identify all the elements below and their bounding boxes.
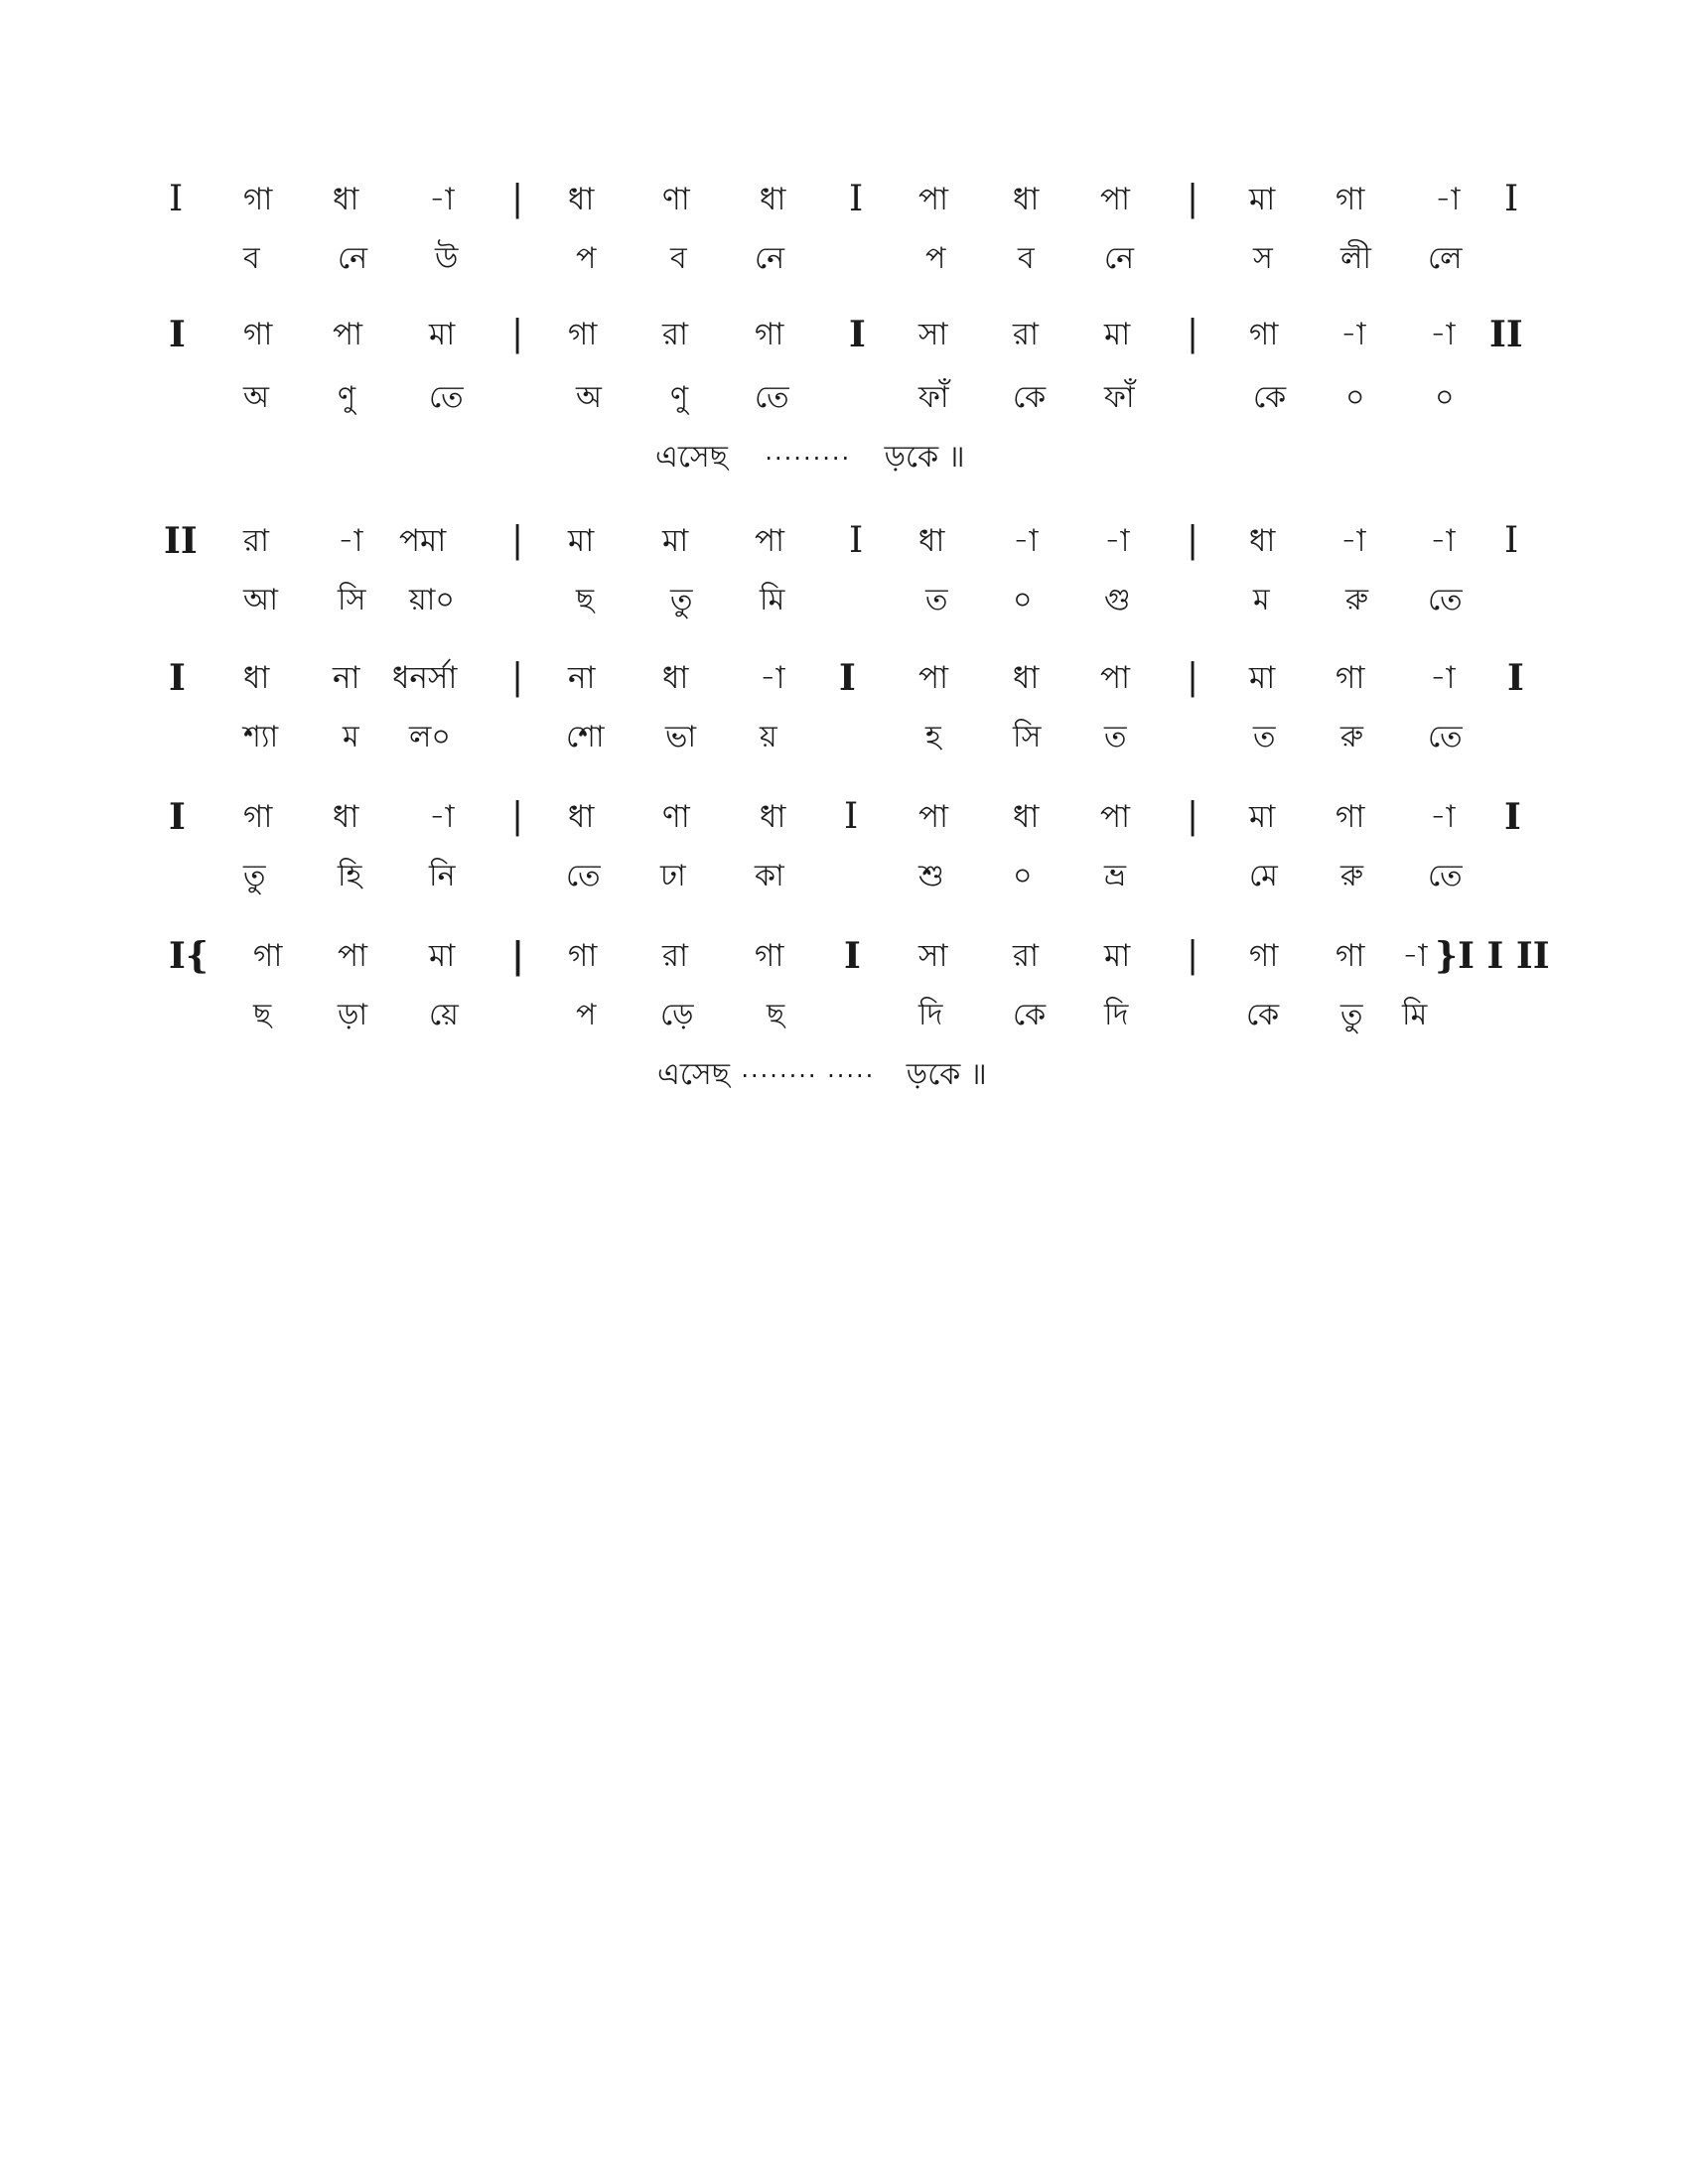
lyric-syllable: তে (755, 380, 789, 415)
note: -া (760, 660, 785, 696)
lyric-syllable: ঢা (660, 859, 686, 893)
lyric-syllable: তে (1428, 859, 1463, 893)
lyric-syllable: কে (1013, 380, 1047, 415)
barline: I (844, 796, 859, 837)
lyric-syllable: মি (1402, 998, 1428, 1032)
note: গা (243, 799, 273, 835)
lyric-row (0, 713, 1688, 762)
note: -া (1430, 317, 1456, 352)
lyric-syllable: ম (1253, 583, 1270, 617)
lyric-syllable: তে (1428, 583, 1463, 617)
lyric-syllable: য়ে (429, 998, 459, 1032)
lyric-syllable: ফাঁ (1104, 380, 1135, 415)
note: -া (1435, 182, 1461, 217)
lyric-syllable: আ (243, 583, 278, 617)
refrain-start: এসেছ (657, 1057, 730, 1092)
note: ধনর্সা (392, 660, 458, 696)
start-barline: I (169, 314, 186, 355)
note: -া (1104, 523, 1130, 559)
lyric-syllable: ল০ (409, 720, 451, 754)
lyric-syllable: ড়া (338, 998, 368, 1032)
lyric-syllable: ম (343, 720, 359, 754)
lyric-syllable: মি (760, 583, 785, 617)
lyric-syllable: কা (755, 859, 784, 893)
note: সা (918, 938, 948, 974)
note: রা (1013, 938, 1040, 974)
lyric-syllable: তে (1428, 720, 1463, 754)
barline: | (511, 179, 524, 219)
barline: I (849, 314, 866, 355)
note: -া (429, 182, 455, 217)
lyric-syllable: য় (760, 720, 777, 754)
lyric-syllable: ছ (253, 998, 272, 1032)
barline: I (844, 935, 861, 977)
start-barline: II (164, 520, 198, 562)
barline: | (1187, 179, 1199, 219)
note: না (568, 660, 596, 696)
start-barline: I (169, 657, 186, 699)
end-barline: II (1489, 314, 1523, 355)
note: ধা (1013, 182, 1040, 217)
barline: I (849, 179, 864, 219)
note: ধা (1249, 523, 1276, 559)
note: মা (1104, 938, 1131, 974)
lyric-syllable: প (925, 241, 946, 276)
lyric-row (0, 991, 1688, 1040)
lyric-syllable: দি (1104, 998, 1129, 1032)
note: -া (1430, 660, 1456, 696)
note: গা (568, 317, 598, 352)
lyric-syllable: গু (1104, 583, 1131, 617)
lyric-syllable: কে (1013, 998, 1047, 1032)
lyric-syllable: অ (243, 380, 269, 415)
note: গা (253, 938, 283, 974)
lyric-syllable: ণু (670, 380, 689, 415)
barline: I (839, 657, 856, 699)
note: সা (918, 317, 948, 352)
start-barline: I (169, 179, 184, 219)
lyric-syllable: য়া০ (409, 583, 455, 617)
note: পা (1100, 799, 1131, 835)
note: পা (918, 182, 949, 217)
lyric-syllable: প (576, 241, 597, 276)
note: রা (243, 523, 270, 559)
lyric-row (0, 576, 1688, 625)
barline: I (849, 520, 864, 561)
refrain-end: ড়কে ॥ (884, 440, 965, 475)
note: মা (429, 938, 456, 974)
note: পা (755, 523, 785, 559)
lyric-syllable: দি (918, 998, 943, 1032)
lyric-syllable: ড়ে (660, 998, 694, 1032)
note: ধা (1013, 799, 1040, 835)
lyric-syllable: শ্যা (243, 720, 279, 754)
note: ধা (243, 660, 270, 696)
lyric-syllable: নি (429, 859, 456, 893)
note-row (0, 516, 1688, 566)
note: মা (1249, 799, 1276, 835)
lyric-syllable: সি (1013, 720, 1042, 754)
refrain-dots: ········ ····· (741, 1062, 876, 1090)
note: -া (1340, 317, 1366, 352)
lyric-syllable: শো (566, 720, 605, 754)
note: রা (1013, 317, 1040, 352)
end-barline: I (1504, 179, 1519, 219)
barline: | (1187, 935, 1199, 976)
barline: | (511, 314, 524, 354)
lyric-syllable: তে (566, 859, 601, 893)
lyric-syllable: উ (435, 241, 459, 276)
note: ধা (1013, 660, 1040, 696)
note: -া (1402, 938, 1428, 974)
lyric-syllable: তে (429, 380, 464, 415)
note: মা (1249, 660, 1276, 696)
lyric-syllable: নে (338, 241, 368, 276)
note: রা (662, 938, 689, 974)
note: -া (429, 799, 455, 835)
note: পা (918, 799, 949, 835)
lyric-syllable: স (1253, 241, 1273, 276)
note: পমা (399, 523, 447, 559)
note: গা (1249, 938, 1279, 974)
lyric-syllable: ছ (767, 998, 785, 1032)
lyric-syllable: হি (338, 859, 362, 893)
refrain-dots: ········· (765, 445, 852, 473)
lyric-syllable: ত (925, 583, 948, 617)
note: ণা (662, 182, 690, 217)
note: ধা (760, 182, 786, 217)
barline: | (1187, 314, 1199, 354)
lyric-syllable: ত (1104, 720, 1127, 754)
lyric-syllable: ফাঁ (918, 380, 949, 415)
note: গা (1249, 317, 1279, 352)
note: গা (1336, 660, 1365, 696)
note: পা (918, 660, 949, 696)
barline: | (1187, 657, 1199, 698)
lyric-syllable: ০ (1013, 583, 1033, 617)
note: -া (1013, 523, 1039, 559)
refrain-start: এসেছ (655, 440, 728, 475)
lyric-syllable: তু (670, 583, 693, 617)
note: গা (1336, 182, 1365, 217)
note-row (0, 792, 1688, 842)
end-barline: I (1504, 796, 1521, 838)
lyric-syllable: হ (925, 720, 941, 754)
note: ধা (333, 799, 359, 835)
note: পা (1100, 182, 1131, 217)
note: মা (429, 317, 456, 352)
refrain-line (657, 1050, 987, 1101)
note: -া (1430, 523, 1456, 559)
lyric-syllable: প (576, 998, 597, 1032)
note: -া (338, 523, 363, 559)
lyric-syllable: নে (1104, 241, 1135, 276)
note-row (0, 310, 1688, 359)
barline: | (511, 796, 524, 837)
note: পা (1100, 660, 1131, 696)
lyric-syllable: লী (1340, 241, 1371, 276)
note: ধা (760, 799, 786, 835)
note: ধা (568, 799, 595, 835)
lyric-syllable: ব (243, 241, 260, 276)
lyric-syllable: ০ (1435, 380, 1455, 415)
lyric-syllable: তু (243, 859, 266, 893)
lyric-syllable: ণু (338, 380, 356, 415)
lyric-row (0, 234, 1688, 284)
barline: | (511, 520, 524, 561)
barline: | (511, 935, 525, 977)
note: গা (1336, 799, 1365, 835)
lyric-syllable: তু (1340, 998, 1363, 1032)
lyric-syllable: রু (1340, 859, 1364, 893)
end-barline: I (1507, 657, 1524, 699)
refrain-line (655, 433, 965, 483)
lyric-syllable: রু (1340, 720, 1364, 754)
lyric-syllable: অ (576, 380, 602, 415)
barline: | (1187, 796, 1199, 837)
note: মা (1104, 317, 1131, 352)
lyric-syllable: শু (918, 859, 944, 893)
lyric-syllable: কে (1253, 380, 1287, 415)
note: ণা (662, 799, 690, 835)
note: ধা (662, 660, 689, 696)
lyric-syllable: ত (1253, 720, 1276, 754)
note: মা (568, 523, 595, 559)
end-barline: I (1504, 520, 1519, 561)
start-barline: I{ (169, 935, 209, 977)
refrain-end: ড়কে ॥ (906, 1057, 987, 1092)
lyric-syllable: লে (1428, 241, 1463, 276)
lyric-syllable: সি (338, 583, 366, 617)
lyric-syllable: ০ (1013, 859, 1033, 893)
lyric-syllable: মে (1249, 859, 1278, 893)
lyric-row (0, 852, 1688, 901)
lyric-syllable: ০ (1345, 380, 1365, 415)
note: -া (1430, 799, 1456, 835)
note: গা (755, 938, 784, 974)
note: ধা (333, 182, 359, 217)
note: গা (243, 317, 273, 352)
lyric-syllable: ব (670, 241, 687, 276)
lyric-syllable: কে (1246, 998, 1280, 1032)
note: পা (333, 317, 363, 352)
lyric-syllable: ভ্র (1104, 859, 1127, 893)
end-barline: }I I II (1435, 935, 1550, 977)
note-row (0, 931, 1688, 981)
note: গা (568, 938, 598, 974)
note: ধা (918, 523, 945, 559)
note: গা (1336, 938, 1365, 974)
start-barline: I (169, 796, 186, 838)
note: রা (662, 317, 689, 352)
lyric-syllable: ভা (665, 720, 697, 754)
lyric-syllable: ছ (576, 583, 595, 617)
note: গা (243, 182, 273, 217)
lyric-syllable: নে (755, 241, 785, 276)
barline: | (511, 657, 524, 698)
note: ধা (568, 182, 595, 217)
note: মা (1249, 182, 1276, 217)
note: পা (338, 938, 368, 974)
note-row (0, 175, 1688, 224)
barline: | (1187, 520, 1199, 561)
note: -া (1340, 523, 1366, 559)
note: না (333, 660, 360, 696)
note: গা (755, 317, 784, 352)
note: মা (662, 523, 689, 559)
lyric-row (0, 373, 1688, 423)
note-row (0, 653, 1688, 703)
lyric-syllable: ব (1018, 241, 1035, 276)
lyric-syllable: রু (1345, 583, 1369, 617)
